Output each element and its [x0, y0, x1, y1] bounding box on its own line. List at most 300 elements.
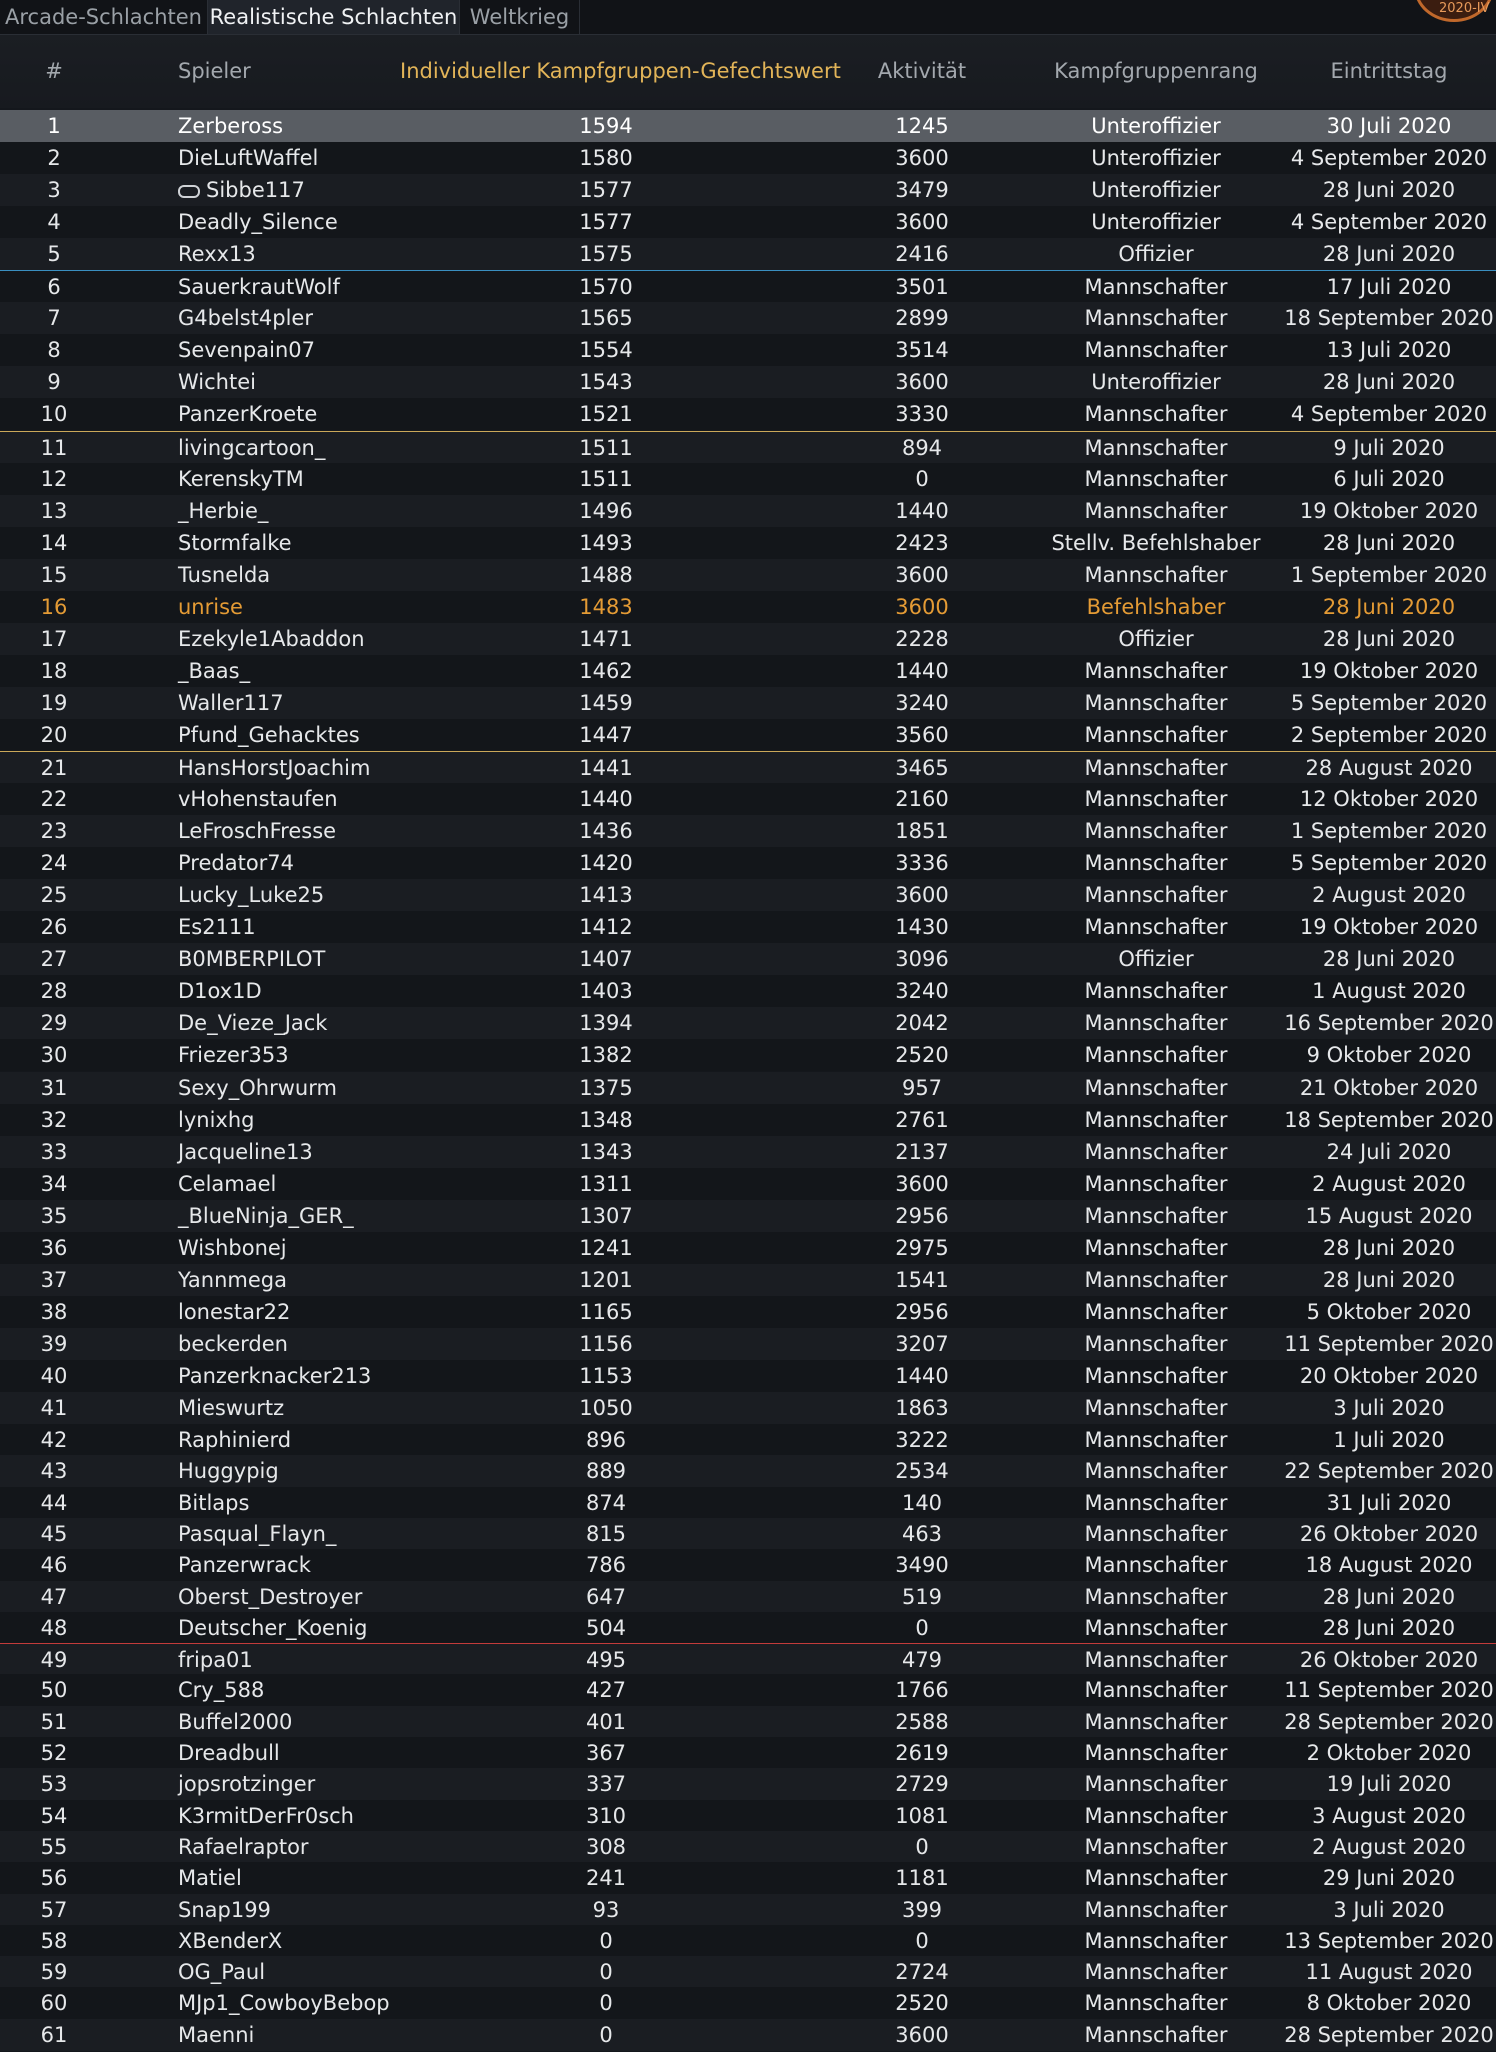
table-row[interactable] — [0, 975, 1496, 1007]
table-row[interactable] — [0, 366, 1496, 398]
row-activity: 2416 — [895, 242, 949, 267]
row-rating: 1471 — [579, 626, 633, 651]
table-row[interactable] — [0, 1360, 1496, 1392]
row-joined: 30 Juli 2020 — [1326, 114, 1452, 138]
row-role: Mannschafter — [1084, 275, 1228, 300]
row-player-name[interactable]: Panzerknacker213 — [178, 1363, 372, 1388]
tab-realistic[interactable]: Realistische Schlachten — [208, 0, 460, 34]
row-joined: 26 Oktober 2020 — [1299, 1521, 1479, 1546]
table-row[interactable] — [0, 751, 1496, 784]
row-player-name[interactable]: Raphinierd — [178, 1428, 292, 1453]
row-joined: 3 Juli 2020 — [1333, 1897, 1445, 1922]
row-activity: 2956 — [895, 1203, 949, 1228]
row-role: Mannschafter — [1084, 883, 1228, 908]
table-row[interactable] — [0, 687, 1496, 719]
row-player-name[interactable]: Friezer353 — [178, 1043, 289, 1068]
row-activity: 2975 — [895, 1235, 949, 1260]
table-row[interactable] — [0, 527, 1496, 559]
row-role: Unteroffizier — [1091, 178, 1221, 203]
row-role: Offizier — [1118, 947, 1194, 972]
row-player-name[interactable]: Stormfalke — [178, 530, 292, 555]
row-joined: 17 Juli 2020 — [1326, 275, 1452, 300]
row-rank: 9 — [47, 370, 61, 395]
row-player-name[interactable]: KerenskyTM — [178, 466, 304, 491]
row-player-name[interactable]: Lucky_Luke25 — [178, 883, 325, 908]
table-row[interactable] — [0, 783, 1496, 815]
table-row[interactable] — [0, 463, 1496, 495]
table-row[interactable] — [0, 1674, 1496, 1706]
row-role: Mannschafter — [1084, 1043, 1228, 1068]
row-activity: 2729 — [895, 1772, 949, 1797]
table-row[interactable] — [0, 270, 1496, 303]
row-joined: 28 Juni 2020 — [1322, 594, 1456, 619]
season-badge-icon — [1414, 0, 1494, 22]
row-rating: 1153 — [579, 1363, 633, 1388]
row-activity: 2761 — [895, 1107, 949, 1132]
row-rating: 1440 — [579, 787, 633, 812]
row-player-name[interactable]: Sibbe117 — [206, 178, 305, 203]
row-activity: 3600 — [895, 370, 949, 395]
row-rank: 3 — [47, 178, 61, 203]
table-row[interactable] — [0, 1518, 1496, 1550]
row-rank: 2 — [47, 146, 61, 171]
row-player-name[interactable]: D1ox1D — [178, 979, 262, 1004]
table-row[interactable] — [0, 174, 1496, 206]
row-player-name[interactable]: beckerden — [178, 1331, 288, 1356]
table-row[interactable] — [0, 1487, 1496, 1519]
row-rating: 786 — [585, 1553, 627, 1578]
row-rank: 4 — [47, 210, 61, 235]
row-rating: 1420 — [579, 851, 633, 876]
row-activity: 3600 — [895, 2022, 949, 2047]
table-row[interactable] — [0, 879, 1496, 911]
row-rank: 33 — [40, 1139, 68, 1164]
row-player-name[interactable]: Celamael — [178, 1171, 277, 1196]
table-row[interactable] — [0, 302, 1496, 334]
col-role[interactable]: Kampfgruppenrang — [1054, 59, 1258, 83]
row-rank: 37 — [40, 1267, 68, 1292]
table-row[interactable] — [0, 1706, 1496, 1738]
row-role: Unteroffizier — [1091, 210, 1221, 235]
row-activity: 3479 — [895, 178, 949, 203]
row-role: Mannschafter — [1084, 435, 1228, 460]
row-player-name[interactable]: Es2111 — [178, 915, 256, 940]
table-row[interactable] — [0, 1296, 1496, 1328]
row-player-name[interactable]: Rexx13 — [178, 242, 256, 267]
table-row[interactable] — [0, 1831, 1496, 1863]
row-player-name[interactable]: Jacqueline13 — [178, 1139, 313, 1164]
row-rank: 38 — [40, 1299, 68, 1324]
row-role: Mannschafter — [1084, 722, 1228, 747]
row-rank: 48 — [40, 1615, 68, 1640]
table-row[interactable] — [0, 1328, 1496, 1360]
row-activity: 3336 — [895, 851, 949, 876]
row-joined: 28 September 2020 — [1284, 2022, 1494, 2047]
row-rank: 29 — [40, 1011, 68, 1036]
row-activity: 1081 — [895, 1803, 949, 1828]
row-rating: 1343 — [579, 1139, 633, 1164]
row-rating: 1462 — [579, 658, 633, 683]
table-row[interactable] — [0, 206, 1496, 238]
row-activity: 3465 — [895, 756, 949, 780]
row-joined: 19 Oktober 2020 — [1299, 498, 1479, 523]
row-role: Mannschafter — [1084, 1139, 1228, 1164]
row-rating: 1488 — [579, 562, 633, 587]
table-row[interactable] — [0, 1987, 1496, 2019]
row-rating: 0 — [599, 2022, 613, 2047]
row-player-name[interactable]: Buffel2000 — [178, 1709, 293, 1734]
row-joined: 28 Juni 2020 — [1322, 530, 1456, 555]
row-player-name[interactable]: Wishbonej — [178, 1235, 287, 1260]
row-role: Mannschafter — [1084, 819, 1228, 844]
row-rating: 0 — [599, 1928, 613, 1953]
table-row[interactable] — [0, 911, 1496, 943]
table-row[interactable] — [0, 238, 1496, 270]
table-header — [0, 35, 1496, 108]
row-rating: 889 — [585, 1459, 627, 1484]
col-rank[interactable]: # — [45, 59, 63, 83]
row-rating: 1241 — [579, 1235, 633, 1260]
table-row[interactable] — [0, 1862, 1496, 1894]
table-row[interactable] — [0, 1894, 1496, 1926]
table-row[interactable] — [0, 1800, 1496, 1832]
row-activity: 1766 — [895, 1678, 949, 1703]
table-row[interactable] — [0, 655, 1496, 687]
row-player-name[interactable]: Sevenpain07 — [178, 338, 315, 363]
row-player-name[interactable]: Oberst_Destroyer — [178, 1584, 363, 1609]
row-role: Mannschafter — [1084, 1991, 1228, 2016]
row-joined: 3 Juli 2020 — [1333, 1396, 1445, 1420]
row-rank: 55 — [40, 1834, 68, 1859]
row-activity: 2534 — [895, 1459, 949, 1484]
row-role: Mannschafter — [1084, 1203, 1228, 1228]
row-joined: 26 Oktober 2020 — [1299, 1648, 1479, 1673]
row-player-name[interactable]: lynixhg — [178, 1107, 255, 1132]
table-row[interactable] — [0, 943, 1496, 975]
table-row[interactable] — [0, 623, 1496, 655]
row-role: Mannschafter — [1084, 1107, 1228, 1132]
row-player-name[interactable]: XBenderX — [178, 1928, 283, 1953]
row-activity: 1541 — [895, 1267, 949, 1292]
table-row[interactable] — [0, 1549, 1496, 1581]
row-player-name[interactable]: MJp1_CowboyBebop — [178, 1991, 390, 2016]
row-joined: 5 September 2020 — [1290, 690, 1488, 715]
table-row[interactable] — [0, 1007, 1496, 1039]
row-rating: 1483 — [579, 594, 633, 619]
row-player-name[interactable]: Panzerwrack — [178, 1553, 311, 1578]
row-player-name[interactable]: Waller117 — [178, 690, 284, 715]
row-player-name[interactable]: Yannmega — [178, 1267, 287, 1292]
row-rating: 1165 — [579, 1299, 633, 1324]
row-player-name[interactable]: K3rmitDerFr0sch — [178, 1803, 354, 1828]
row-rank: 47 — [40, 1584, 68, 1609]
row-rank: 32 — [40, 1107, 68, 1132]
table-row[interactable] — [0, 334, 1496, 366]
col-activity[interactable]: Aktivität — [877, 59, 967, 83]
row-rating: 1311 — [579, 1171, 633, 1196]
row-role: Mannschafter — [1084, 306, 1228, 331]
row-rating: 1413 — [579, 883, 633, 908]
row-rank: 12 — [40, 466, 68, 491]
row-rank: 14 — [40, 530, 68, 555]
row-activity: 2724 — [895, 1960, 949, 1985]
table-row[interactable] — [0, 1200, 1496, 1232]
row-activity: 1430 — [895, 915, 949, 940]
table-row[interactable] — [0, 110, 1496, 142]
row-rating: 1543 — [579, 370, 633, 395]
tab-world-war[interactable]: Weltkrieg — [460, 0, 580, 34]
row-joined: 28 September 2020 — [1284, 1709, 1494, 1734]
row-rating: 1459 — [579, 690, 633, 715]
row-activity: 1440 — [895, 658, 949, 683]
row-player-name[interactable]: lonestar22 — [178, 1299, 291, 1324]
row-player-name[interactable]: livingcartoon_ — [178, 435, 326, 460]
row-rating: 1594 — [579, 114, 633, 138]
row-joined: 2 Oktober 2020 — [1306, 1741, 1472, 1766]
table-row[interactable] — [0, 1643, 1496, 1676]
row-joined: 1 September 2020 — [1290, 562, 1488, 587]
row-activity: 479 — [901, 1648, 943, 1673]
row-rating: 1436 — [579, 819, 633, 844]
row-role: Mannschafter — [1084, 1866, 1228, 1891]
row-rank: 42 — [40, 1428, 68, 1453]
table-row[interactable] — [0, 431, 1496, 464]
table-row[interactable] — [0, 1072, 1496, 1104]
row-rating: 495 — [585, 1648, 627, 1673]
row-player-name[interactable]: Dreadbull — [178, 1741, 280, 1766]
row-role: Mannschafter — [1084, 1331, 1228, 1356]
row-role: Mannschafter — [1084, 1235, 1228, 1260]
tab-arcade[interactable]: Arcade-Schlachten — [0, 0, 208, 34]
row-rating: 1412 — [579, 915, 633, 940]
row-activity: 3207 — [895, 1331, 949, 1356]
row-role: Befehlshaber — [1086, 594, 1226, 619]
row-joined: 4 September 2020 — [1290, 210, 1488, 235]
row-joined: 28 Juni 2020 — [1322, 626, 1456, 651]
row-rating: 1511 — [579, 466, 633, 491]
row-player-name[interactable]: Mieswurtz — [178, 1396, 285, 1420]
row-joined: 2 August 2020 — [1312, 1834, 1466, 1859]
table-row[interactable] — [0, 1612, 1496, 1644]
table-row[interactable] — [0, 1737, 1496, 1769]
table-row[interactable] — [0, 847, 1496, 879]
table-row[interactable] — [0, 1232, 1496, 1264]
table-row[interactable] — [0, 495, 1496, 527]
row-player-name[interactable]: unrise — [178, 594, 243, 619]
row-role: Mannschafter — [1084, 1171, 1228, 1196]
row-joined: 18 August 2020 — [1305, 1553, 1473, 1578]
table-row[interactable] — [0, 719, 1496, 751]
row-rank: 44 — [40, 1490, 68, 1515]
row-joined: 28 Juni 2020 — [1322, 947, 1456, 972]
row-joined: 28 Juni 2020 — [1322, 1615, 1456, 1640]
row-activity: 3600 — [895, 594, 949, 619]
row-activity: 140 — [901, 1490, 943, 1515]
row-role: Mannschafter — [1084, 1709, 1228, 1734]
row-role: Mannschafter — [1084, 1741, 1228, 1766]
table-row[interactable] — [0, 398, 1496, 430]
row-player-name[interactable]: LeFroschFresse — [178, 819, 337, 844]
row-rank: 26 — [40, 915, 68, 940]
row-role: Mannschafter — [1084, 1521, 1228, 1546]
table-row[interactable] — [0, 1768, 1496, 1800]
row-activity: 2520 — [895, 1043, 949, 1068]
row-rank: 16 — [40, 594, 68, 619]
row-player-name[interactable]: Huggypig — [178, 1459, 279, 1484]
table-row[interactable] — [0, 1039, 1496, 1071]
row-rank: 21 — [40, 756, 68, 780]
row-joined: 28 Juni 2020 — [1322, 370, 1456, 395]
row-player-name[interactable]: fripa01 — [178, 1648, 253, 1673]
table-row[interactable] — [0, 1455, 1496, 1487]
row-player-name[interactable]: Matiel — [178, 1866, 242, 1891]
row-player-name[interactable]: Wichtei — [178, 370, 256, 395]
row-joined: 6 Juli 2020 — [1333, 466, 1445, 491]
row-player-name[interactable]: _Baas_ — [178, 658, 251, 683]
row-player-name[interactable]: Sexy_Ohrwurm — [178, 1075, 337, 1100]
row-player-name[interactable]: Deadly_Silence — [178, 210, 338, 235]
row-joined: 2 August 2020 — [1312, 883, 1466, 908]
row-player-name[interactable]: Bitlaps — [178, 1490, 250, 1515]
row-role: Mannschafter — [1084, 1075, 1228, 1100]
row-rank: 20 — [40, 722, 68, 747]
row-joined: 3 August 2020 — [1312, 1803, 1466, 1828]
col-rating[interactable]: Individueller Kampfgruppen-Gefechtswert — [400, 59, 841, 83]
row-role: Unteroffizier — [1091, 114, 1221, 138]
row-rank: 5 — [47, 242, 61, 267]
row-rank: 10 — [40, 402, 68, 427]
table-row[interactable] — [0, 815, 1496, 847]
row-player-name[interactable]: Ezekyle1Abaddon — [178, 626, 365, 651]
row-player-name[interactable]: HansHorstJoachim — [178, 756, 371, 780]
row-player-name[interactable]: OG_Paul — [178, 1960, 266, 1985]
table-row[interactable] — [0, 1136, 1496, 1168]
row-role: Mannschafter — [1084, 1960, 1228, 1985]
row-player-name[interactable]: Snap199 — [178, 1897, 271, 1922]
row-activity: 1863 — [895, 1396, 949, 1420]
row-rank: 46 — [40, 1553, 68, 1578]
row-activity: 3600 — [895, 1171, 949, 1196]
table-row[interactable] — [0, 1168, 1496, 1200]
row-rank: 58 — [40, 1928, 68, 1953]
row-rank: 15 — [40, 562, 68, 587]
row-role: Mannschafter — [1084, 338, 1228, 363]
row-activity: 3501 — [895, 275, 949, 300]
row-rank: 11 — [40, 435, 68, 460]
row-role: Mannschafter — [1084, 1648, 1228, 1673]
row-activity: 3600 — [895, 883, 949, 908]
row-role: Mannschafter — [1084, 1459, 1228, 1484]
table-row[interactable] — [0, 142, 1496, 174]
row-joined: 1 Juli 2020 — [1333, 1428, 1445, 1453]
row-joined: 2 August 2020 — [1312, 1171, 1466, 1196]
row-activity: 0 — [915, 1928, 929, 1953]
row-joined: 13 Juli 2020 — [1326, 338, 1452, 363]
row-rank: 51 — [40, 1709, 68, 1734]
row-activity: 463 — [901, 1521, 943, 1546]
row-player-name[interactable]: vHohenstaufen — [178, 787, 338, 812]
row-role: Mannschafter — [1084, 1834, 1228, 1859]
row-rank: 34 — [40, 1171, 68, 1196]
row-player-name[interactable]: Pfund_Gehacktes — [178, 722, 360, 747]
row-role: Unteroffizier — [1091, 146, 1221, 171]
row-player-name[interactable]: jopsrotzinger — [178, 1772, 316, 1797]
row-player-name[interactable]: _Herbie_ — [178, 498, 269, 523]
row-player-name[interactable]: SauerkrautWolf — [178, 275, 340, 300]
row-rating: 1403 — [579, 979, 633, 1004]
col-player[interactable]: Spieler — [178, 59, 251, 83]
table-row[interactable] — [0, 1925, 1496, 1957]
tab-bar — [0, 0, 1496, 35]
table-row[interactable] — [0, 1581, 1496, 1613]
row-rating: 1307 — [579, 1203, 633, 1228]
row-player-name[interactable]: Maenni — [178, 2022, 255, 2047]
col-joined[interactable]: Eintrittstag — [1330, 59, 1448, 83]
row-role: Mannschafter — [1084, 466, 1228, 491]
row-player-name[interactable]: De_Vieze_Jack — [178, 1011, 328, 1036]
row-activity: 2520 — [895, 1991, 949, 2016]
row-rank: 39 — [40, 1331, 68, 1356]
row-joined: 20 Oktober 2020 — [1299, 1363, 1479, 1388]
table-row[interactable] — [0, 1956, 1496, 1988]
row-activity: 957 — [901, 1075, 943, 1100]
row-player-name[interactable]: Deutscher_Koenig — [178, 1615, 368, 1640]
row-rating: 1577 — [579, 210, 633, 235]
row-activity: 2423 — [895, 530, 949, 555]
row-player-name[interactable]: Pasqual_Flayn_ — [178, 1521, 337, 1546]
row-role: Mannschafter — [1084, 1897, 1228, 1922]
row-player-name[interactable]: _BlueNinja_GER_ — [178, 1203, 354, 1228]
table-row[interactable] — [0, 1104, 1496, 1136]
row-joined: 19 Oktober 2020 — [1299, 915, 1479, 940]
row-player-name[interactable]: Rafaelraptor — [178, 1834, 309, 1859]
row-rank: 24 — [40, 851, 68, 876]
row-player-name[interactable]: Tusnelda — [178, 562, 271, 587]
row-player-name[interactable]: Zerbeross — [178, 114, 284, 138]
table-row[interactable] — [0, 2019, 1496, 2051]
row-player-name[interactable]: Cry_588 — [178, 1678, 265, 1703]
row-joined: 11 September 2020 — [1284, 1331, 1494, 1356]
row-rating: 0 — [599, 1960, 613, 1985]
row-rank: 23 — [40, 819, 68, 844]
row-player-name[interactable]: G4belst4pler — [178, 306, 313, 331]
row-joined: 2 September 2020 — [1290, 722, 1488, 747]
row-role: Offizier — [1118, 242, 1194, 267]
row-player-name[interactable]: DieLuftWaffel — [178, 146, 319, 171]
row-rank: 61 — [40, 2022, 68, 2047]
row-rating: 308 — [585, 1834, 627, 1859]
row-player-name[interactable]: B0MBERPILOT — [178, 947, 326, 972]
row-rating: 1375 — [579, 1075, 633, 1100]
row-activity: 2228 — [895, 626, 949, 651]
table-row[interactable] — [0, 1264, 1496, 1296]
row-player-cell[interactable] — [178, 174, 508, 206]
row-activity: 1440 — [895, 498, 949, 523]
row-joined: 19 Oktober 2020 — [1299, 658, 1479, 683]
row-rating: 310 — [585, 1803, 627, 1828]
table-row[interactable] — [0, 1392, 1496, 1424]
row-activity: 2160 — [895, 787, 949, 812]
row-player-name[interactable]: PanzerKroete — [178, 402, 318, 427]
row-rank: 19 — [40, 690, 68, 715]
table-row[interactable] — [0, 1424, 1496, 1456]
row-role: Mannschafter — [1084, 756, 1228, 780]
row-player-name[interactable]: Predator74 — [178, 851, 295, 876]
row-joined: 9 Oktober 2020 — [1306, 1043, 1472, 1068]
row-activity: 1440 — [895, 1363, 949, 1388]
table-row[interactable] — [0, 559, 1496, 591]
table-row[interactable] — [0, 591, 1496, 623]
